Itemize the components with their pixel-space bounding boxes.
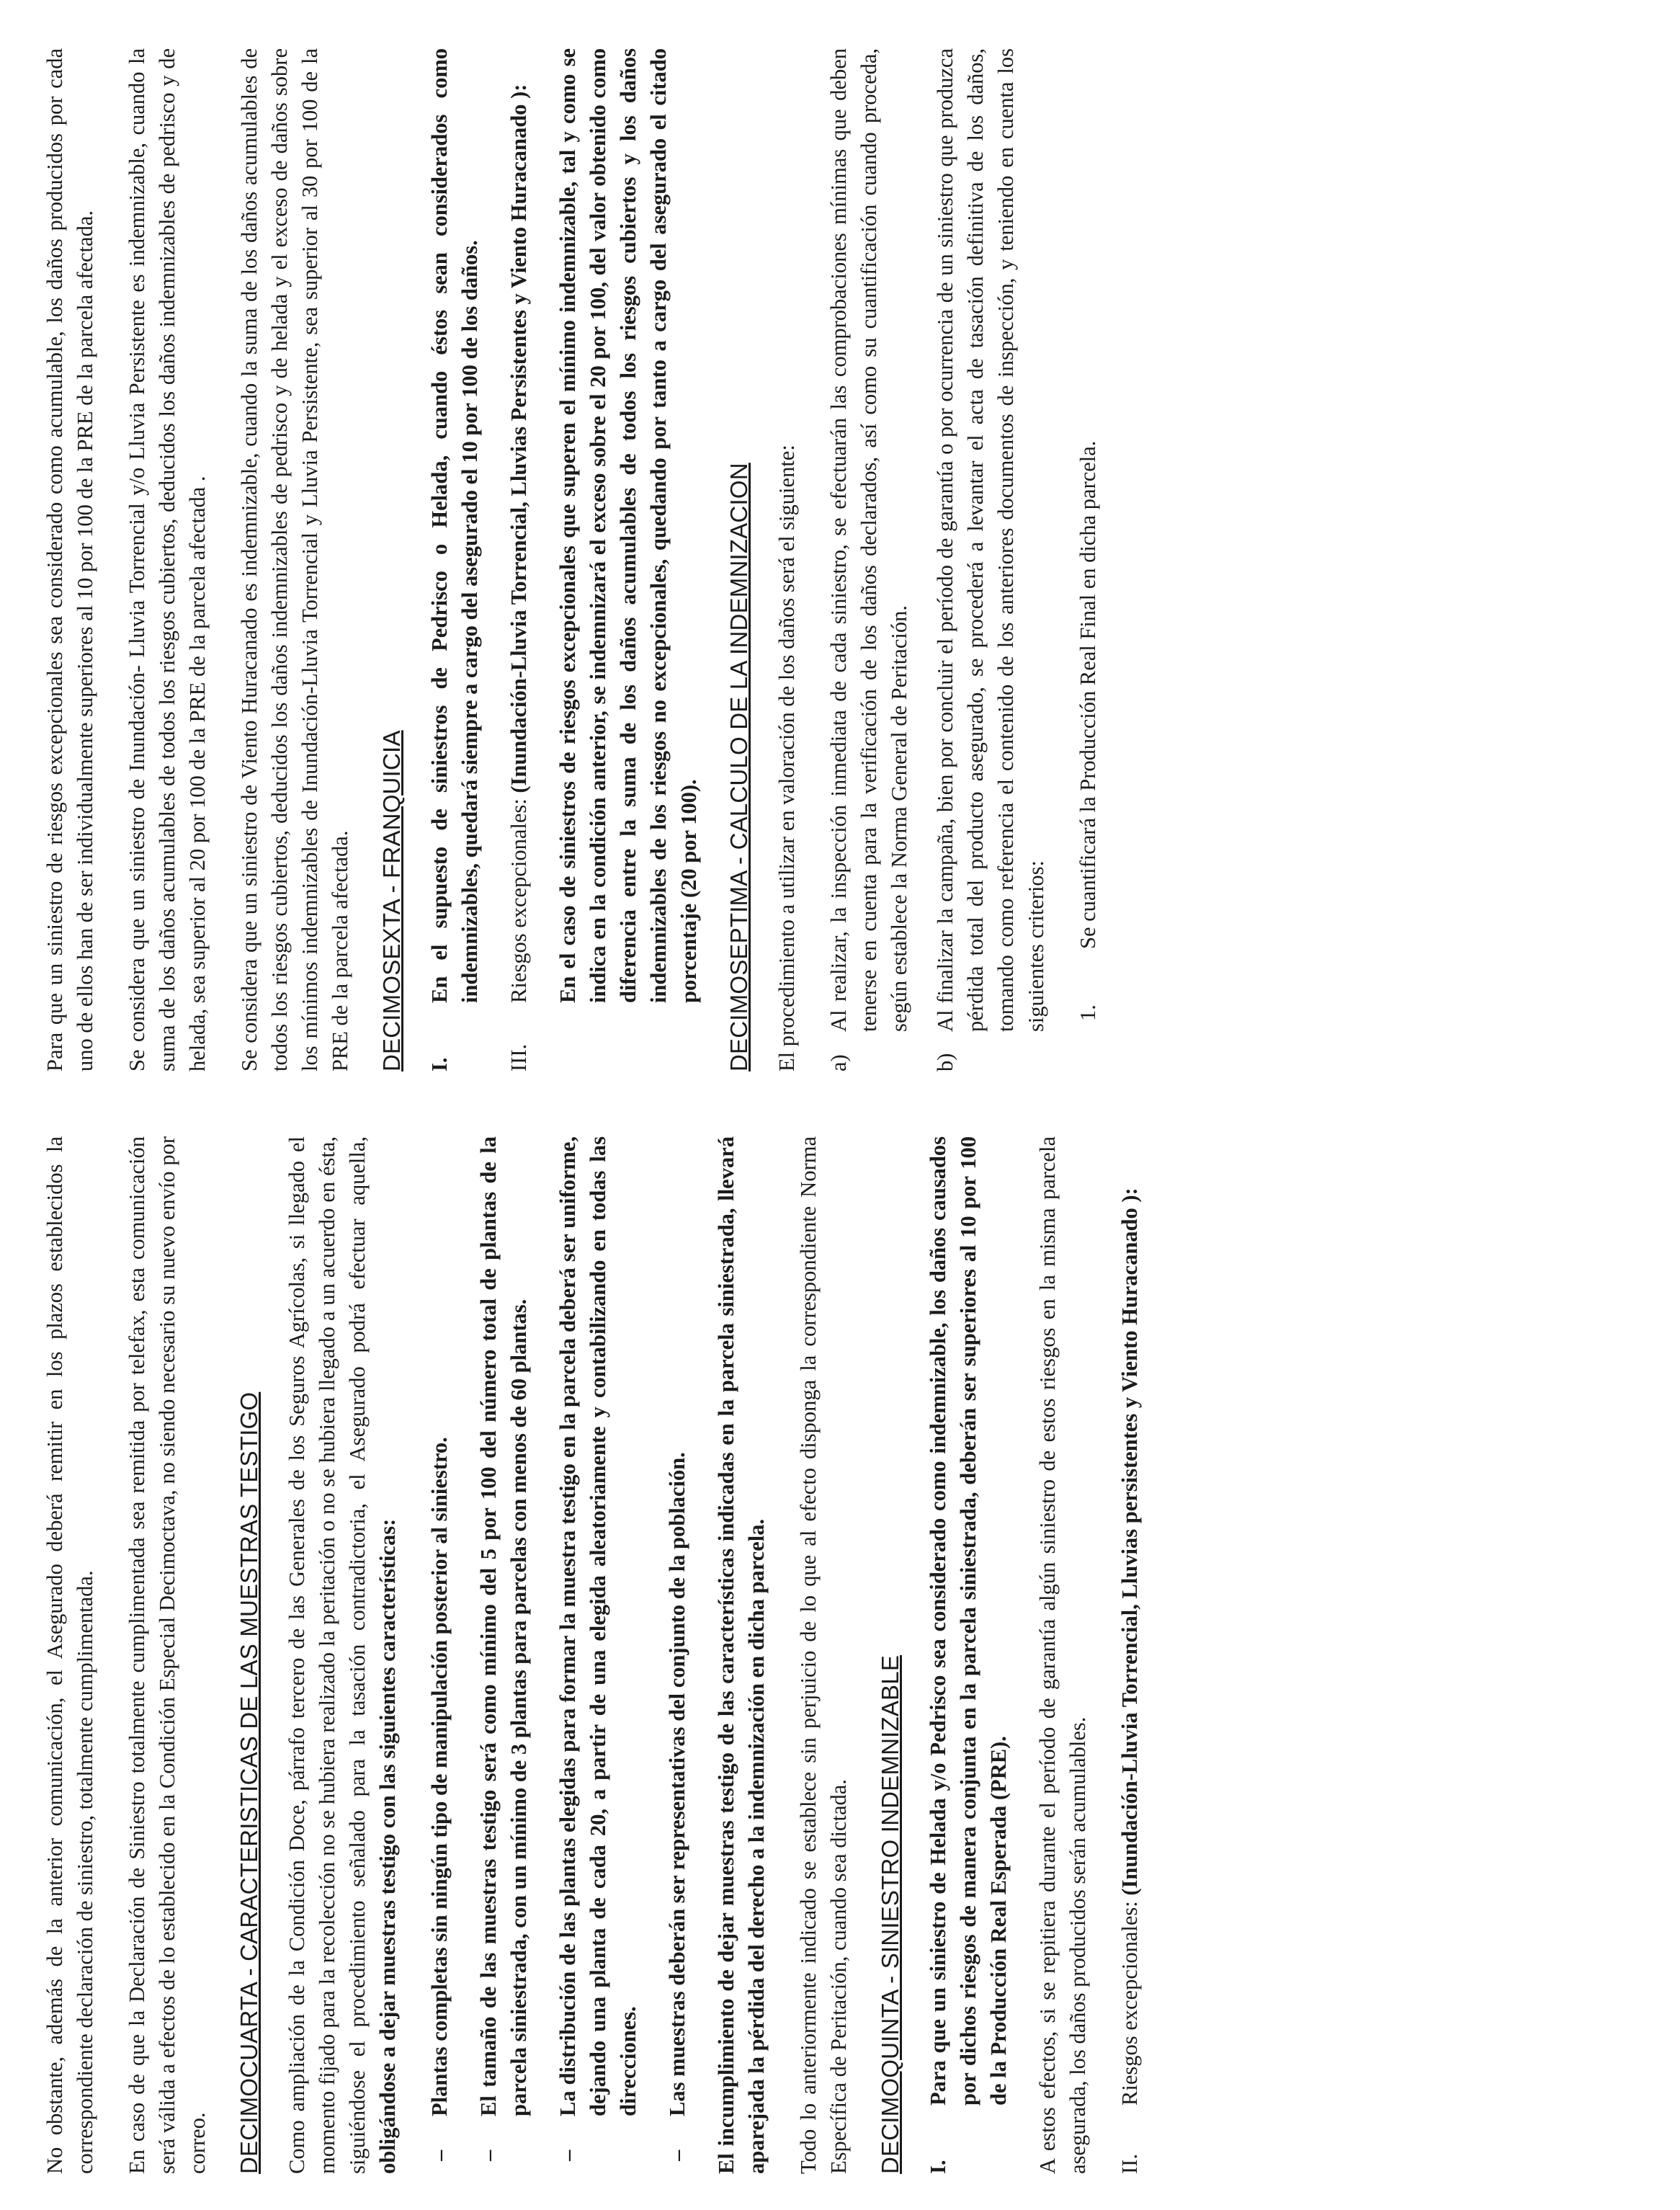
list-item: II. Riesgos excepcionales: (Inundación-Lluvia Torrencial, Lluvias persistentes y Viento Huracanado ): [1114, 1136, 1145, 2174]
letter-marker: a) [826, 1054, 851, 1071]
roman-marker: I. [427, 1057, 452, 1071]
list-item: I. En el supuesto de siniestros de Pedrisco o Helada, cuando éstos sean considerados como indemnizables, quedará siempre a cargo del asegurado el 10 por 100 de los daños. [424, 48, 485, 1071]
left-column [40, 1136, 1163, 2174]
dash-marker: – [555, 2149, 580, 2161]
paragraph: En el caso de siniestros de riesgos excepcionales que superen el mínimo indemnizable, tal y como se indica en la condición anterior, se indemnizará el exceso sobre el 20 por 100, del valor obtenido como diferencia entre la suma de los daños acumulables de todos los riesgos cubiertos y los daños indemnizables de los riesgos no excepcionales, quedando por tanto a cargo del asegurado el citado porcentaje (20 por 100). [555, 48, 701, 1003]
list-item: – Las muestras deberán ser representativas del conjunto de la población. [662, 1136, 692, 2174]
dash-marker: – [665, 2149, 689, 2161]
list-item: I. Para que un siniestro de Helada y/o Pedrisco sea considerado como indemnizable, los daños causados por dichos riesgos de manera conjunta en la parcela siniestrada, deberán ser superiores al 10 por 100 de la Producción Real Esperada (PRE). [923, 1136, 1014, 2174]
list-item: a) Al realizar, la inspección inmediata de cada siniestro, se efectuarán las comprobaciones mínimas que deben tenerse en cuenta para la verificación de los daños declarados, así como su cuantificación cuando proceda, según establece la Norma General de Peritación. [823, 48, 914, 1071]
roman-marker: II. [1117, 2154, 1142, 2174]
paragraph: Se considera que un siniestro de Viento Huracanado es indemnizable, cuando la suma de los daños acumulables de todos los riesgos cubiertos, deducidos los daños indemnizables de pedrisco y de helada y el exceso de daños sobre los mínimos indemnizables de Inundación-Lluvia Torrencial y Lluvia Persistente, sea superior al 30 por 100 de la PRE de la parcela afectada. [237, 48, 352, 1071]
dash-marker: – [427, 2149, 452, 2161]
section-heading-decimosexta: DECIMOSEXTA - FRANQUICIA [378, 730, 405, 1071]
section-heading-decimoseptima: DECIMOSEPTIMA - CALCULO DE LA INDEMNIZACION [725, 463, 752, 1071]
paragraph: Se considera que un siniestro de Inundación- Lluvia Torrencial y/o Lluvia Persistente es indemnizable, cuando la suma de los daños acumulables de todos los riesgos cubiertos, deducidos los daños indemnizables de pedrisco y de helada, sea superior al 20 por 100 de la PRE de la parcela afectada . [125, 48, 210, 1071]
roman-marker: I. [926, 2160, 950, 2174]
list-item: b) Al finalizar la campaña, bien por concluir el período de garantía o por ocurrencia de un siniestro que produzca pérdida total del producto asegurado, se procederá a levantar el acta de tasación definitiva de los daños, tomando como referencia el contenido de los anteriores documentos de inspección, y teniendo en cuenta los siguientes criterios: [930, 48, 1051, 1071]
list-item: – Plantas completas sin ningún tipo de manipulación posterior al siniestro. [424, 1136, 455, 2174]
list-item: – La distribución de las plantas elegidas para formar la muestra testigo en la parcela deberá ser uniforme, dejando una planta de cada 20, a partir de una elegida aleatoriamente y contabilizando en todas las direcciones. [553, 1136, 643, 2174]
roman-marker: III. [506, 1043, 531, 1071]
paragraph: El incumplimiento de dejar muestras testigo de las características indicadas en la parcela siniestrada, llevará aparejada la pérdida del derecho a la indemnización en dicha parcela. [714, 1136, 769, 2174]
right-column [40, 48, 1103, 1071]
section-heading-decimocuarta: DECIMOCUARTA - CARACTERISTICAS DE LAS MUESTRAS TESTIGO [236, 1391, 262, 2174]
letter-marker: b) [933, 1053, 957, 1071]
paragraph: No obstante, además de la anterior comunicación, el Asegurado deberá remitir en los plazos establecidos la correspondiente declaración de siniestro, totalmente cumplimentada. [43, 1136, 97, 2174]
paragraph: Todo lo anteriormente indicado se establece sin perjuicio de lo que al efecto disponga la correspondiente Norma Específica de Peritación, cuando sea dictada. [796, 1136, 851, 2174]
dash-marker: – [476, 2149, 501, 2161]
number-marker: 1. [1076, 1004, 1100, 1021]
paragraph: Como ampliación de la Condición Doce, párrafo tercero de las Generales de los Seguros Agrícolas, si llegado el momento fijado para la recolección no se hubiera realizado la peritación o no se hubiera llegado a un acuerdo en ésta, siguiéndose el procedimiento señalado para la tasación contradictoria, el Asegurado podrá efectuar aquella, obligándose a dejar muestras testigo con las siguientes características: [285, 1136, 400, 2174]
paragraph: Para que un siniestro de riesgos excepcionales sea considerado como acumulable, los daños producidos por cada uno de ellos han de ser individualmente superiores al 10 por 100 de la PRE de la parcela afectada. [43, 48, 97, 1071]
paragraph: El procedimiento a utilizar en valoración de los daños será el siguiente: [774, 445, 799, 1071]
list-item: III. Riesgos excepcionales: (Inundación-Lluvia Torrencial, Lluvias Persistentes y Viento Huracanado ): [504, 48, 534, 1071]
section-heading-decimoquinta: DECIMOQUINTA - SINIESTRO INDEMNIZABLE [877, 1654, 903, 2174]
paragraph: En caso de que la Declaración de Siniestro totalmente cumplimentada sea remitida por telefax, esta comunicación será válida a efectos de lo establecido en la Condición Especial Decimoctava, no siendo necesario su nuevo envío por correo. [125, 1136, 210, 2174]
list-item: 1. Se cuantificará la Producción Real Final en dicha parcela. [1073, 48, 1103, 1021]
list-item: – El tamaño de las muestras testigo será como mínimo del 5 por 100 del número total de plantas de la parcela siniestrada, con un mínimo de 3 plantas para parcelas con menos de 60 plantas. [473, 1136, 534, 2174]
paragraph: A estos efectos, si se repitiera durante el período de garantía algún siniestro de estos riesgos en la misma parcela asegurada, los daños producidos serán acumulables. [1035, 1136, 1090, 2174]
